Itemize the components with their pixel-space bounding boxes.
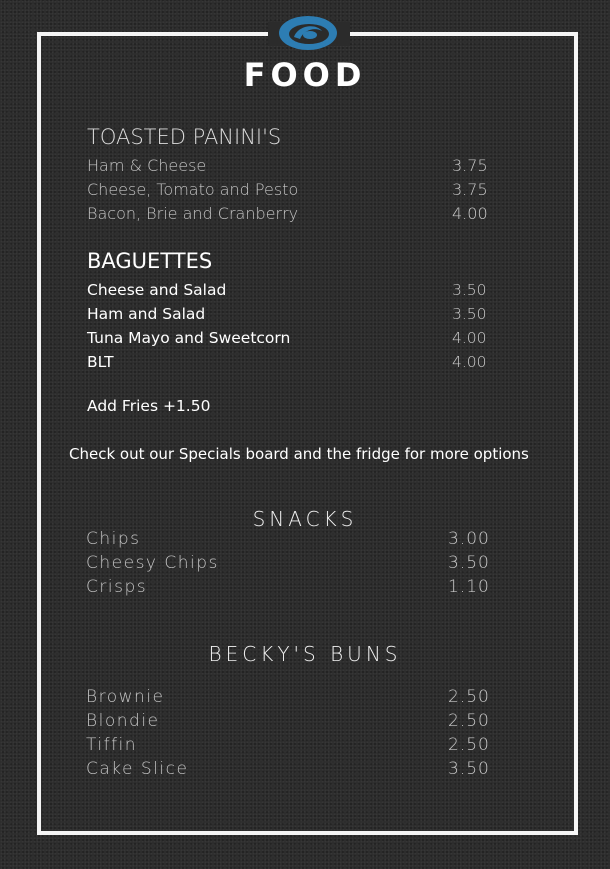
item-name: Crisps — [86, 577, 148, 597]
menu-item — [86, 709, 496, 733]
baguettes-heading: BAGUETTES — [87, 249, 213, 273]
item-name: Cheese and Salad — [87, 281, 227, 299]
item-name: Ham & Cheese — [87, 156, 207, 175]
buns-heading: BECKY'S BUNS — [208, 642, 402, 666]
item-name: Cheesy Chips — [86, 553, 219, 573]
item-price: 4.00 — [452, 329, 487, 347]
item-price: 4.00 — [452, 353, 487, 371]
item-price: 2.50 — [448, 687, 490, 707]
item-price: 2.50 — [448, 735, 490, 755]
snacks-heading: SNACKS — [252, 507, 358, 531]
item-name: Cheese, Tomato and Pesto — [87, 180, 299, 199]
item-price: 3.50 — [452, 305, 487, 323]
menu-item — [86, 575, 496, 599]
specials-note: Check out our Specials board and the fridge for more options — [69, 445, 529, 463]
snacks-section — [86, 527, 496, 599]
menu-item — [86, 685, 496, 709]
item-price: 3.75 — [452, 156, 488, 175]
menu-item — [87, 202, 497, 226]
menu-item — [86, 551, 496, 575]
baguettes-section — [87, 248, 497, 374]
panini-section — [87, 124, 497, 226]
item-price: 3.50 — [452, 281, 487, 299]
item-name: Tuna Mayo and Sweetcorn — [87, 329, 291, 347]
item-name: Blondie — [86, 711, 160, 731]
menu-item — [87, 278, 497, 302]
menu-item — [87, 326, 497, 350]
menu-item — [87, 154, 497, 178]
menu-item — [87, 178, 497, 202]
item-price: 3.75 — [452, 180, 488, 199]
item-name: Chips — [86, 529, 141, 549]
item-name: Cake Slice — [86, 759, 189, 779]
menu-item — [87, 350, 497, 374]
item-price: 4.00 — [452, 204, 488, 223]
swirl-logo-icon — [276, 13, 340, 53]
menu-item — [87, 302, 497, 326]
panini-heading: TOASTED PANINI'S — [87, 125, 282, 149]
menu-item — [86, 527, 496, 551]
item-price: 2.50 — [448, 711, 490, 731]
item-name: Ham and Salad — [87, 305, 206, 323]
menu-item — [86, 733, 496, 757]
menu-item — [86, 757, 496, 781]
add-fries-note: Add Fries +1.50 — [87, 397, 211, 415]
item-price: 3.50 — [448, 553, 490, 573]
item-price: 3.50 — [448, 759, 490, 779]
item-name: BLT — [87, 353, 114, 371]
item-price: 1.10 — [448, 577, 490, 597]
item-price: 3.00 — [448, 529, 490, 549]
buns-section — [86, 685, 496, 781]
item-name: Tiffin — [86, 735, 138, 755]
page-title: FOOD — [243, 56, 367, 94]
item-name: Brownie — [86, 687, 165, 707]
item-name: Bacon, Brie and Cranberry — [87, 204, 299, 223]
